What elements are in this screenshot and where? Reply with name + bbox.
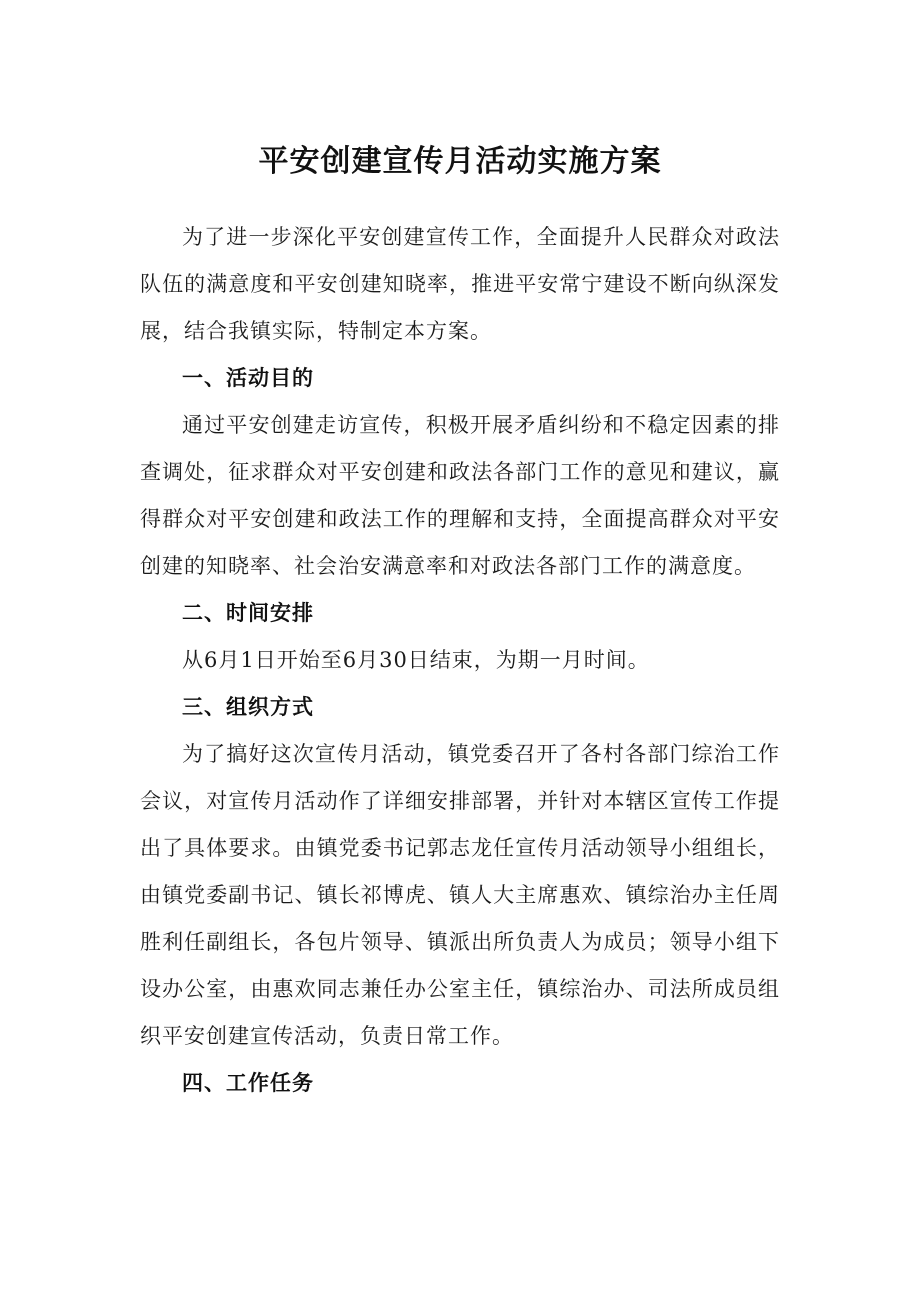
section-heading-tasks: 四、工作任务 (182, 1071, 314, 1095)
section-heading-schedule: 二、时间安排 (182, 601, 314, 625)
intro-paragraph: 为了进一步深化平安创建宣传工作，全面提升人民群众对政法队伍的满意度和平安创建知晓率，推进平安常宁建设不断向纵深发展，结合我镇实际，特制定本方案。 (140, 225, 780, 343)
document-title: 平安创建宣传月活动实施方案 (258, 144, 662, 179)
document-body (140, 214, 780, 1107)
section-heading-purpose: 一、活动目的 (182, 366, 314, 390)
section-text-schedule: 从6月1日开始至6月30日结束，为期一月时间。 (182, 648, 650, 672)
section-text-organization: 为了搞好这次宣传月活动，镇党委召开了各村各部门综治工作会议，对宣传月活动作了详细安排部署，并针对本辖区宣传工作提出了具体要求。由镇党委书记郭志龙任宣传月活动领导小组组长，由镇党委副书记、镇长祁博虎、镇人大主席惠欢、镇综治办主任周胜利任副组长，各包片领导、镇派出所负责人为成员；领导小组下设办公室，由惠欢同志兼任办公室主任，镇综治办、司法所成员组织平安创建宣传活动，负责日常工作。 (140, 742, 780, 1048)
section-heading-organization: 三、组织方式 (182, 695, 314, 719)
section-text-purpose: 通过平安创建走访宣传，积极开展矛盾纠纷和不稳定因素的排查调处，征求群众对平安创建和政法各部门工作的意见和建议，赢得群众对平安创建和政法工作的理解和支持，全面提高群众对平安创建的知晓率、社会治安满意率和对政法各部门工作的满意度。 (140, 413, 780, 578)
